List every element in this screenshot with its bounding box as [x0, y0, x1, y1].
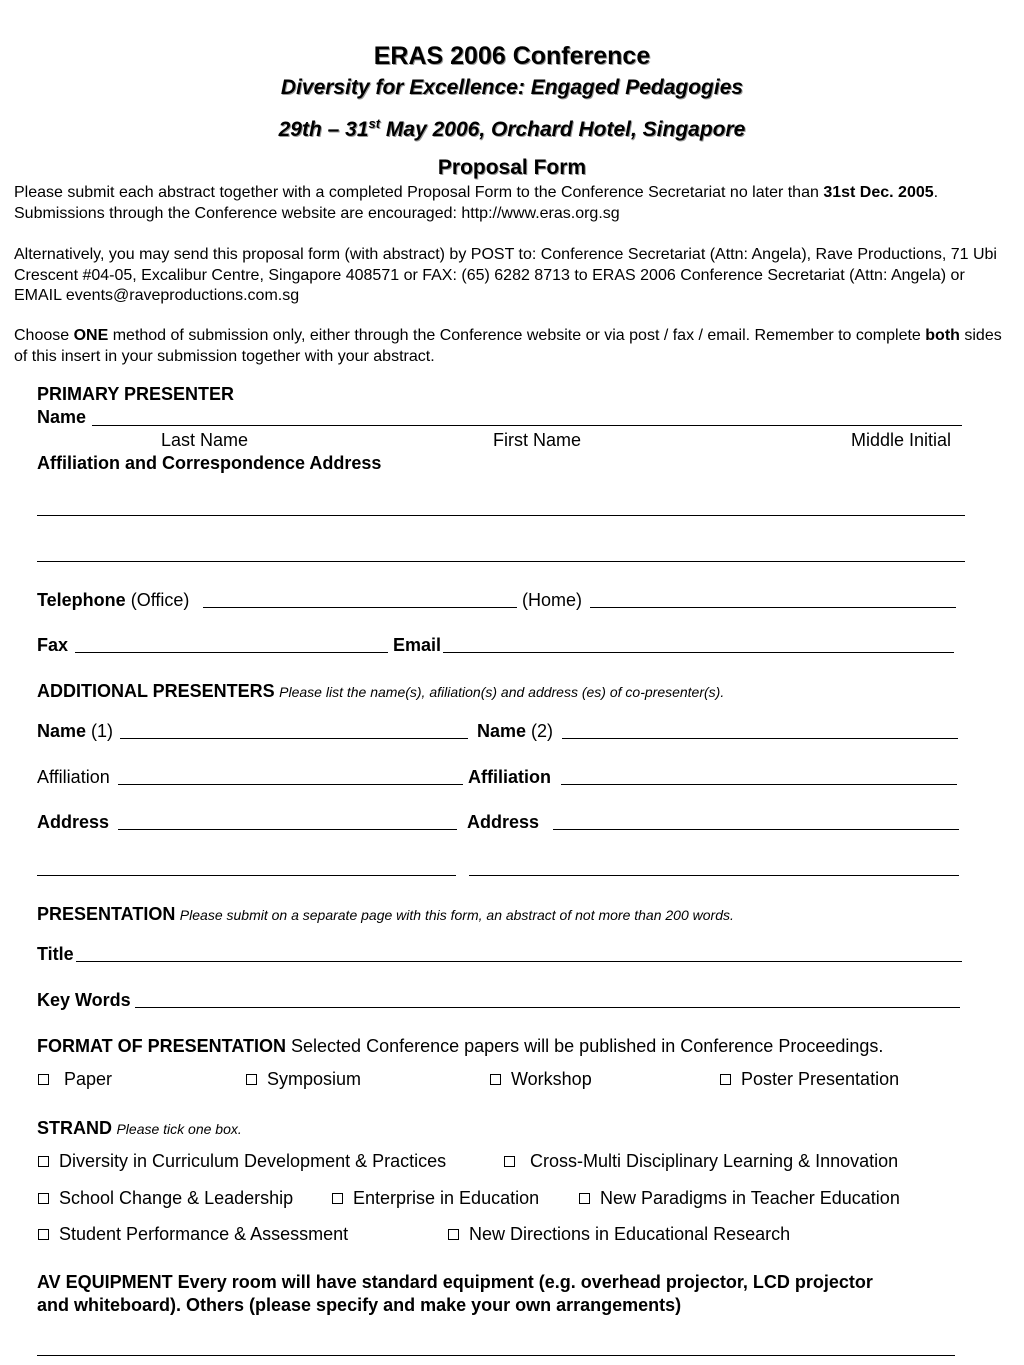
intro-deadline-paragraph: Please submit each abstract together with a completed Proposal Form to the Conference Secretariat no later than 31st Dec. 2005. Submissions through the Conference website are encouraged: http://www.eras.org.sg: [14, 184, 939, 222]
co-presenter-2-address-field[interactable]: [553, 829, 959, 830]
checkbox-icon[interactable]: [38, 1193, 49, 1204]
email-label: Email: [393, 635, 442, 655]
checkbox-icon[interactable]: [579, 1193, 590, 1204]
co-presenter-2-name-field[interactable]: [562, 738, 958, 739]
first-name-label: First Name: [493, 430, 582, 450]
co-presenter-2-address-label: Address: [467, 812, 540, 832]
key-words-field[interactable]: [135, 1007, 960, 1008]
checkbox-icon[interactable]: [246, 1074, 257, 1085]
co-presenter-1-address-label: Address: [37, 812, 110, 832]
co-presenter-2-affiliation-field[interactable]: [561, 784, 957, 785]
presentation-header: PRESENTATION Please submit on a separate page with this form, an abstract of not more than 200 words.: [37, 904, 734, 924]
checkbox-icon[interactable]: [332, 1193, 343, 1204]
additional-presenters-header: ADDITIONAL PRESENTERS Please list the name(s), afiliation(s) and address (es) of co-presenter(s).: [37, 681, 725, 701]
telephone-label: Telephone (Office): [37, 590, 190, 610]
fax-field[interactable]: [75, 652, 388, 653]
fax-label: Fax: [37, 635, 69, 655]
checkbox-icon[interactable]: [38, 1229, 49, 1240]
format-option-symposium[interactable]: Symposium: [246, 1068, 361, 1090]
co-presenter-1-name-label: Name (1): [37, 721, 114, 741]
middle-initial-label: Middle Initial: [851, 430, 952, 450]
checkbox-icon[interactable]: [38, 1074, 49, 1085]
address-line-2[interactable]: [37, 561, 965, 562]
av-equipment-field[interactable]: [37, 1355, 955, 1356]
intro-post-paragraph: Alternatively, you may send this proposal form (with abstract) by POST to: Conference Secretariat (Attn: Angela), Rave Productions, 71 Ubi Crescent #04-05, Excalibur Centre, Singapore 408571 or FAX: (65) 6282 8713 to ERAS 2006 Conference Secretariat (Attn: Angela) or EMAIL events@raveproductions.com.sg: [14, 246, 997, 304]
conference-title: ERAS 2006 Conference: [373, 42, 651, 70]
checkbox-icon[interactable]: [38, 1156, 49, 1167]
co-presenter-2-address-line-2[interactable]: [469, 875, 959, 876]
checkbox-icon[interactable]: [720, 1074, 731, 1085]
telephone-office-field[interactable]: [203, 607, 517, 608]
format-header: FORMAT OF PRESENTATION Selected Conference papers will be published in Conference Proceedings.: [37, 1036, 884, 1056]
affiliation-address-label: Affiliation and Correspondence Address: [37, 453, 382, 473]
strand-header: STRAND Please tick one box.: [37, 1118, 242, 1138]
key-words-label: Key Words: [37, 990, 131, 1010]
home-label: (Home): [522, 590, 583, 610]
co-presenter-1-affiliation-field[interactable]: [118, 784, 463, 785]
format-option-poster[interactable]: Poster Presentation: [720, 1068, 899, 1090]
last-name-label: Last Name: [161, 430, 249, 450]
strand-option-school-change[interactable]: School Change & Leadership: [38, 1187, 293, 1209]
strand-option-cross-disciplinary[interactable]: Cross-Multi Disciplinary Learning & Innovation: [504, 1150, 898, 1172]
form-title: Proposal Form: [437, 156, 587, 179]
checkbox-icon[interactable]: [490, 1074, 501, 1085]
co-presenter-1-address-field[interactable]: [118, 829, 457, 830]
telephone-home-field[interactable]: [590, 607, 956, 608]
av-equipment-line-2: and whiteboard). Others (please specify and make your own arrangements): [37, 1295, 682, 1315]
title-label: Title: [37, 944, 74, 964]
co-presenter-1-address-line-2[interactable]: [37, 875, 456, 876]
strand-option-curriculum[interactable]: Diversity in Curriculum Development & Practices: [38, 1150, 446, 1172]
co-presenter-2-affiliation-label: Affiliation: [468, 767, 551, 787]
av-equipment-line-1: AV EQUIPMENT Every room will have standard equipment (e.g. overhead projector, LCD projector: [37, 1272, 873, 1292]
address-line-1[interactable]: [37, 515, 965, 516]
primary-presenter-heading: PRIMARY PRESENTER: [37, 384, 235, 404]
conference-subtitle: Diversity for Excellence: Engaged Pedagogies: [280, 76, 744, 99]
strand-option-new-directions[interactable]: New Directions in Educational Research: [448, 1223, 790, 1245]
name-label: Name: [37, 407, 87, 427]
format-option-workshop[interactable]: Workshop: [490, 1068, 592, 1090]
checkbox-icon[interactable]: [504, 1156, 515, 1167]
intro-method-paragraph: Choose ONE method of submission only, either through the Conference website or via post / fax / email. Remember to complete both sides of this insert in your submission together with your abstract.: [14, 327, 1002, 365]
co-presenter-1-name-field[interactable]: [120, 738, 468, 739]
title-field[interactable]: [76, 961, 962, 962]
primary-name-field[interactable]: [92, 425, 962, 426]
email-field[interactable]: [443, 652, 954, 653]
strand-option-student-performance[interactable]: Student Performance & Assessment: [38, 1223, 348, 1245]
strand-option-new-paradigms[interactable]: New Paradigms in Teacher Education: [579, 1187, 900, 1209]
format-option-paper[interactable]: Paper: [38, 1068, 112, 1090]
strand-option-enterprise[interactable]: Enterprise in Education: [332, 1187, 539, 1209]
co-presenter-2-name-label: Name (2): [477, 721, 554, 741]
checkbox-icon[interactable]: [448, 1229, 459, 1240]
conference-date-venue: 29th – 31st May 2006, Orchard Hotel, Singapore: [278, 116, 746, 141]
co-presenter-1-affiliation-label: Affiliation: [37, 767, 110, 787]
